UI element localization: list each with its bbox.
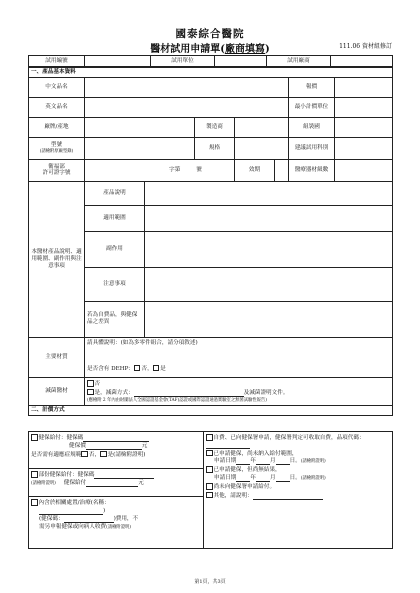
trial-vendor-field[interactable] bbox=[331, 56, 393, 67]
indication-no-label: 否， bbox=[88, 451, 101, 458]
applied-pending-row bbox=[206, 450, 390, 458]
partial-amount-field[interactable] bbox=[86, 481, 138, 487]
reduce-yes-tail: 及減菌證明文件。 bbox=[243, 389, 289, 396]
dehp-yes-label: 是 bbox=[160, 365, 166, 372]
desc-item-difference: 若為自費品，與健保品之差異 bbox=[85, 301, 145, 337]
price-label: 報價 bbox=[289, 77, 335, 97]
desc-difference-field[interactable] bbox=[145, 301, 393, 337]
r2-year-field[interactable] bbox=[236, 459, 250, 465]
r3-note: (請檢附證明) bbox=[300, 476, 326, 482]
self-pay-label: 自費、已向健保署申請，健保署判定可收取自費，品項代碼： bbox=[213, 434, 365, 441]
en-name-label: 英文品名 bbox=[29, 97, 85, 117]
spec-label: 規格 bbox=[195, 137, 235, 159]
reduce-field bbox=[85, 377, 393, 405]
r3-year-field[interactable] bbox=[236, 476, 250, 482]
r3-year-label: 年 bbox=[250, 475, 256, 482]
model-label-text: 型號 bbox=[50, 142, 63, 149]
cn-name-field[interactable] bbox=[85, 77, 289, 97]
license-label-l1: 衛福部 bbox=[48, 163, 65, 170]
origin-country-field[interactable] bbox=[335, 117, 393, 137]
trial-no-label: 試用編號 bbox=[29, 56, 85, 67]
included-code-label: (健保碼： bbox=[39, 515, 64, 522]
other-checkbox[interactable] bbox=[206, 492, 213, 499]
section2-title: 二、計價方式 bbox=[29, 405, 393, 415]
included-checkbox[interactable] bbox=[31, 499, 38, 506]
model-label bbox=[29, 137, 85, 159]
desc-label: 本醫材產品說明、適用範圍、副作用與注意事項 bbox=[29, 181, 85, 337]
trial-unit-field[interactable] bbox=[215, 56, 267, 67]
reduce-no-checkbox[interactable] bbox=[87, 380, 94, 387]
top-row-table bbox=[28, 55, 393, 67]
desc-item-scope: 適用範圍 bbox=[85, 205, 145, 231]
valid-field[interactable] bbox=[275, 159, 289, 181]
included-code-tail: )費用，不 bbox=[113, 515, 139, 522]
reduce-label: 減菌醫材 bbox=[29, 377, 85, 405]
desc-item-side-effect: 副作用 bbox=[85, 231, 145, 267]
form-title-suffix: ) bbox=[265, 44, 270, 55]
indication-yes-label: 是(請檢附證明) bbox=[107, 451, 146, 458]
desc-scope-field[interactable] bbox=[145, 205, 393, 231]
form-title-emph: 廠商填寫 bbox=[225, 44, 265, 55]
nhi-code-field[interactable] bbox=[83, 436, 149, 442]
min-unit-label: 最小計價單位 bbox=[289, 97, 335, 117]
not-applied-row bbox=[206, 483, 390, 491]
dehp-no-checkbox[interactable] bbox=[134, 365, 141, 372]
price-field[interactable] bbox=[335, 77, 393, 97]
dehp-text: 是否含有 DEHP： bbox=[87, 365, 134, 372]
desc-product-field[interactable] bbox=[145, 181, 393, 205]
r2-note: (請檢附證明) bbox=[300, 459, 326, 465]
nhi-pay-checkbox[interactable] bbox=[31, 434, 38, 441]
applied-noresult-row bbox=[206, 466, 390, 474]
indication-row bbox=[31, 451, 201, 459]
partial-code-row bbox=[31, 471, 201, 479]
included-cell bbox=[29, 497, 204, 549]
r3-month-field[interactable] bbox=[256, 476, 270, 482]
applied-pending-date-row bbox=[206, 458, 390, 465]
included-label: 內含於相關處置/治療(名稱： bbox=[38, 499, 110, 506]
other-field[interactable] bbox=[253, 494, 323, 500]
nhi-pay-cell bbox=[29, 432, 204, 469]
included-code-field[interactable] bbox=[64, 517, 114, 523]
brand-label: 廠牌/產地 bbox=[29, 117, 85, 137]
model-note: (請檢附原廠型錄) bbox=[39, 149, 74, 155]
dehp-no-label: 否， bbox=[141, 365, 153, 372]
desc-caution-field[interactable] bbox=[145, 267, 393, 301]
self-pay-code-field[interactable] bbox=[206, 443, 250, 449]
trial-unit-label: 試用單位 bbox=[151, 56, 215, 67]
desc-side-effect-field[interactable] bbox=[145, 231, 393, 267]
indication-label: 是否需有適應症規範 bbox=[31, 451, 82, 458]
r2-day-field[interactable] bbox=[276, 459, 290, 465]
included-note: (請檢附證明) bbox=[106, 524, 131, 530]
self-pay-checkbox[interactable] bbox=[206, 434, 213, 441]
maker-label: 製造商 bbox=[195, 117, 235, 137]
partial-amount-row bbox=[31, 480, 201, 487]
license-no: 號 bbox=[196, 166, 202, 173]
license-word: 字第 bbox=[169, 166, 181, 173]
other-label: 其他，請說明： bbox=[213, 492, 253, 499]
nhi-price-unit: 元 bbox=[141, 442, 148, 449]
page-footer: 第1頁，共3頁 bbox=[194, 579, 226, 585]
not-applied-checkbox[interactable] bbox=[206, 483, 213, 490]
included-code-row bbox=[31, 516, 201, 523]
applied-noresult-date-label: 申請日期 bbox=[214, 475, 237, 482]
form-title-prefix: 醫材試用申請單( bbox=[150, 44, 225, 55]
material-field[interactable] bbox=[85, 337, 393, 377]
nhi-price-row bbox=[31, 443, 201, 450]
partial-code-label: 部份健保給付：健保碼 bbox=[38, 471, 95, 478]
reduce-yes-checkbox[interactable] bbox=[87, 389, 94, 396]
r3-day-field[interactable] bbox=[276, 476, 290, 482]
material-label: 主要材質 bbox=[29, 337, 85, 377]
partial-pay-checkbox[interactable] bbox=[31, 471, 38, 478]
applied-noresult-label: 已申請健保，但尚無結果， bbox=[213, 467, 281, 474]
risk-field[interactable] bbox=[335, 159, 393, 181]
partial-amount-unit: 元 bbox=[138, 479, 144, 486]
trial-dept-label: 建議試用科別 bbox=[289, 137, 335, 159]
model-field[interactable] bbox=[85, 137, 195, 159]
dehp-yes-checkbox[interactable] bbox=[153, 365, 160, 372]
partial-pay-cell bbox=[29, 469, 204, 497]
r2-month-field[interactable] bbox=[256, 459, 270, 465]
hospital-name: 國泰綜合醫院 bbox=[175, 28, 245, 40]
partial-code-field[interactable] bbox=[94, 473, 154, 479]
other-row bbox=[206, 492, 390, 500]
maker-field[interactable] bbox=[235, 117, 289, 137]
reduce-yes-label: 是，減菌方式： bbox=[94, 389, 134, 396]
self-pay-cell bbox=[204, 432, 393, 549]
license-label bbox=[29, 159, 85, 181]
r3-day-label: 日。 bbox=[289, 475, 301, 482]
origin-country-label: 組裝國 bbox=[289, 117, 335, 137]
nhi-price-label: 健保價 bbox=[69, 442, 86, 449]
indication-yes-checkbox[interactable] bbox=[100, 451, 107, 458]
nhi-price-field[interactable] bbox=[86, 444, 142, 450]
applied-pending-date-label: 申請日期 bbox=[214, 458, 237, 465]
section1-table bbox=[28, 67, 393, 416]
form-version: 111.06 資材組修訂 bbox=[339, 43, 392, 50]
indication-no-checkbox[interactable] bbox=[81, 451, 88, 458]
not-applied-label: 尚未向健保署申請給付。 bbox=[213, 483, 276, 490]
dehp-row bbox=[87, 365, 390, 373]
partial-amount-label: 健保給付 bbox=[63, 479, 87, 486]
applied-noresult-date-row bbox=[206, 475, 390, 482]
r3-month-label: 月 bbox=[270, 475, 276, 482]
included-close: ) bbox=[103, 507, 106, 514]
reduce-method-field[interactable] bbox=[134, 391, 244, 397]
section2-table bbox=[28, 431, 393, 549]
included-row bbox=[31, 499, 201, 507]
reduce-note: (應檢附 2 年內由財團法人全國認證基金會(TAF)認證或國際認證通過實驗室之無菌試驗性報告) bbox=[87, 397, 267, 403]
nhi-code-row bbox=[31, 434, 201, 442]
desc-item-product: 產品說明 bbox=[85, 181, 145, 205]
reduce-no-row bbox=[87, 380, 390, 388]
nhi-code-label: 健保給付：健保碼 bbox=[38, 434, 84, 441]
applied-noresult-checkbox[interactable] bbox=[206, 466, 213, 473]
en-name-field[interactable] bbox=[85, 97, 289, 117]
reduce-no-label: 否 bbox=[94, 380, 101, 387]
r2-year-label: 年 bbox=[250, 458, 256, 465]
included-name-field[interactable] bbox=[39, 507, 106, 515]
risk-label: 醫療器材級數 bbox=[289, 159, 335, 181]
partial-note: (請檢附證明) bbox=[31, 480, 56, 486]
applied-pending-checkbox[interactable] bbox=[206, 450, 213, 457]
trial-vendor-label: 試用廠商 bbox=[267, 56, 331, 67]
brand-field[interactable] bbox=[85, 117, 195, 137]
cn-name-label: 中文品名 bbox=[29, 77, 85, 97]
spec-field[interactable] bbox=[235, 137, 289, 159]
included-note-row bbox=[31, 524, 201, 531]
min-unit-field[interactable] bbox=[335, 97, 393, 117]
trial-dept-field[interactable] bbox=[335, 137, 393, 159]
self-pay-row bbox=[206, 434, 390, 449]
material-text: 請具體說明：(如為多零件組合，請分項敘述) bbox=[87, 339, 198, 346]
included-note-text: 需另申報健保或向病人收費 bbox=[39, 523, 107, 530]
r2-day-label: 日。 bbox=[289, 458, 301, 465]
desc-item-caution: 注意事項 bbox=[85, 267, 145, 301]
applied-pending-label: 已申請健保，尚未納入給付範圍， bbox=[213, 450, 298, 457]
license-field[interactable] bbox=[85, 159, 235, 181]
trial-no-field[interactable] bbox=[85, 56, 151, 67]
valid-label: 效期 bbox=[235, 159, 275, 181]
section1-title: 一、產品基本資料 bbox=[29, 68, 393, 78]
included-name-row bbox=[31, 508, 201, 515]
license-label-l2: 許可證字號 bbox=[42, 170, 71, 177]
r2-month-label: 月 bbox=[270, 458, 276, 465]
reduce-yes-row bbox=[87, 389, 390, 397]
